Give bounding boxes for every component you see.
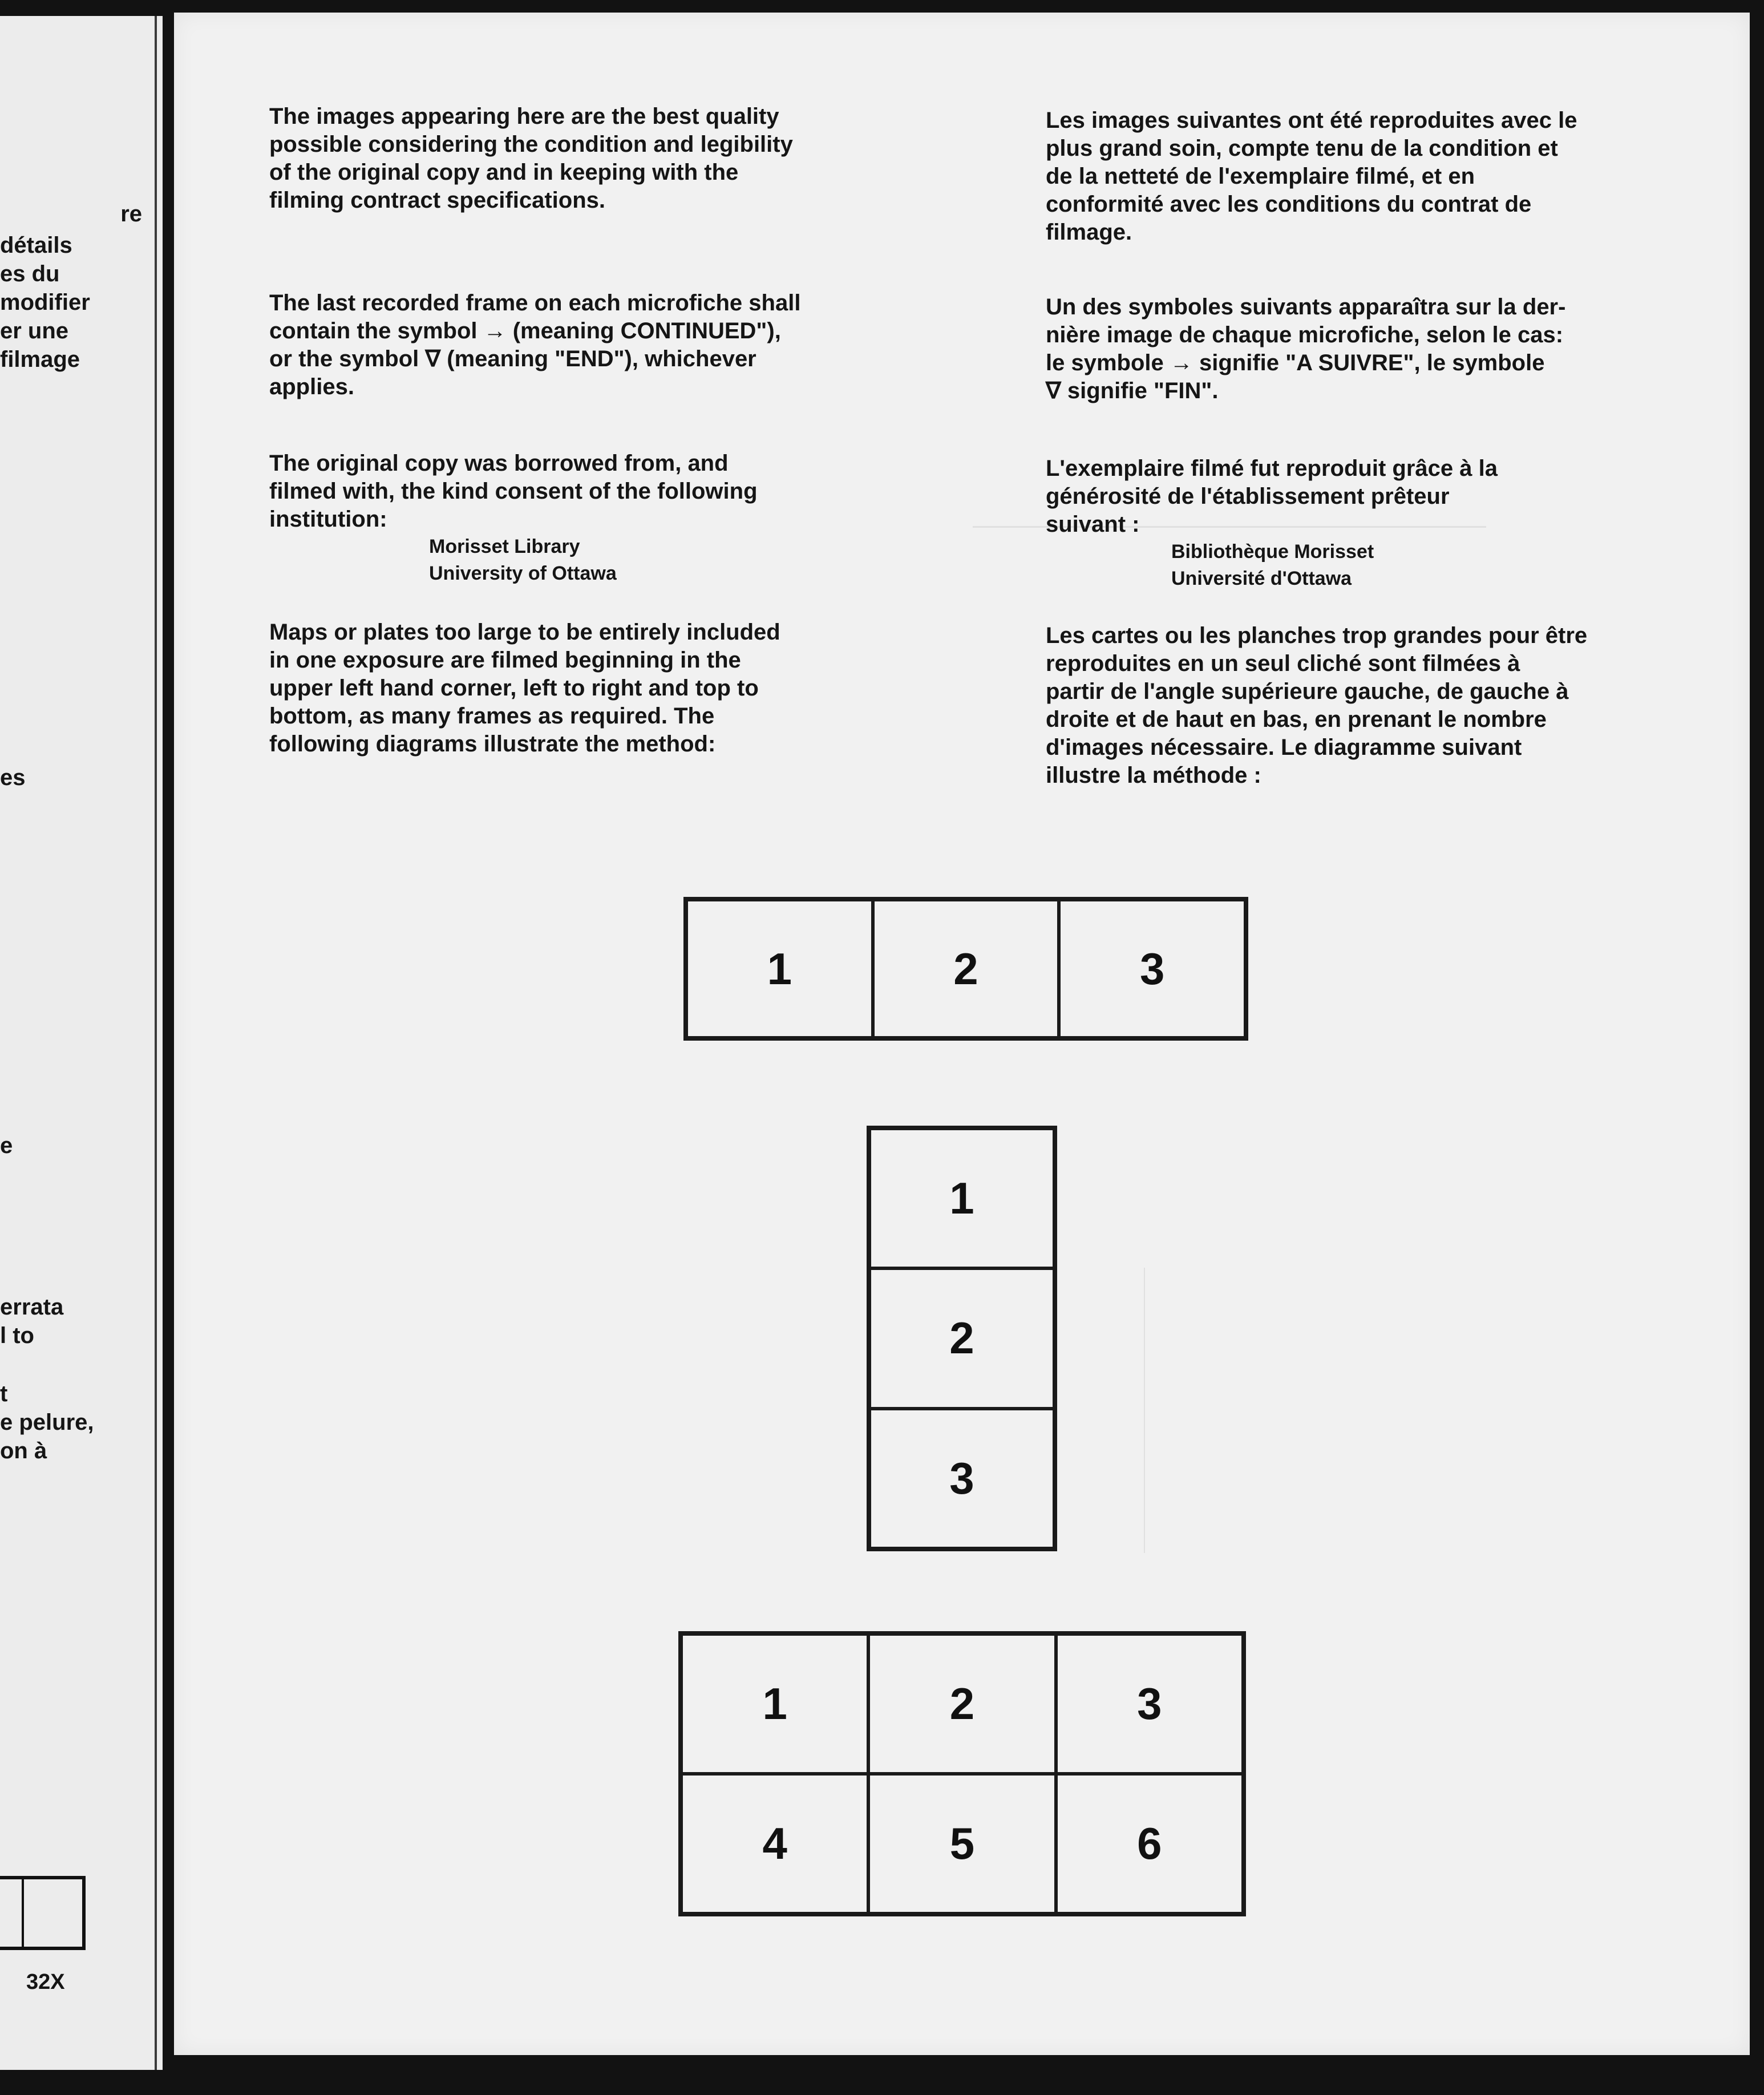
diagram-cell: 1 [681,1634,868,1774]
french-symbol-paragraph [1046,293,1736,405]
continued-arrow-icon: → [1170,350,1193,375]
ratio-box-divider [22,1879,24,1947]
fragment-line: re [120,201,142,227]
diagram-cell: 1 [869,1129,1054,1268]
film-scratch [1144,1268,1145,1553]
fragment-line: errata [0,1295,64,1320]
reduction-ratio-label: 32X [26,1970,65,1994]
main-page [174,13,1750,2055]
fragment-line: e [0,1133,13,1158]
left-facing-page [0,16,163,2070]
english-institution-paragraph: The original copy was borrowed from, and filmed with, the kind consent of the following institution: [269,451,758,532]
diagram-cell: 5 [868,1774,1055,1914]
fragment-line: e pelure, [0,1410,94,1435]
diagram-cell: 2 [873,900,1059,1038]
english-column [269,103,925,758]
diagram-cell: 2 [869,1268,1054,1408]
diagram-cell: 4 [681,1774,868,1914]
french-institution-paragraph: L'exemplaire filmé fut reproduit grâce à la générosité de l'établissement prêteur suivant : [1046,456,1498,537]
french-maps-paragraph: Les cartes ou les planches trop grandes pour être reproduites en un seul cliché sont filmées à partir de l'angle supérieure gauche, de gauche à droite et de haut en bas, en prenant le nombre d'images nécessaire. Le diagramme suivant illustre la méthode : [1046,623,1588,788]
diagram-cell: 3 [869,1409,1054,1548]
diagram-grid [678,1631,1246,1916]
end-triangle-icon: ∇ [1046,378,1061,403]
diagram-horizontal-strip [683,897,1248,1041]
fragment-line: modifier [0,290,90,315]
fragment-line: er une [0,318,69,343]
diagram-vertical-strip [867,1126,1057,1551]
reduction-ratio-box [0,1876,86,1950]
fragment-line: t [0,1381,8,1406]
fragment-line: détails [0,233,72,258]
english-symbol-text: (meaning CONTINUED"), or the symbol [269,318,781,371]
fragment-line: l to [0,1323,34,1348]
diagram-cell: 6 [1056,1774,1243,1914]
english-maps-paragraph: Maps or plates too large to be entirely included in one exposure are filmed beginning in the upper left hand corner, left to right and top to bottom, as many frames as required. The following diagrams illustrate the method: [269,620,780,757]
diagram-cell: 3 [1056,1634,1243,1774]
french-column [1046,107,1736,790]
french-institution-name: Bibliothèque Morisset Université d'Ottawa [1171,541,1374,589]
french-symbol-text: signifie "FIN". [1061,378,1219,403]
fragment-line: es du [0,261,60,286]
fragment-line: filmage [0,347,80,372]
french-symbol-text: signifie "A SUIVRE", le symbole [1199,350,1545,375]
english-symbol-paragraph [269,289,925,401]
english-institution-name: Morisset Library University of Ottawa [429,536,617,584]
french-symbol-text: Un des symboles suivants apparaîtra sur la der- nière image de chaque microfiche, selon le cas: le symbole [1046,294,1566,375]
continued-arrow-icon: → [483,318,507,343]
english-symbol-text: (meaning "END"), whichever applies. [269,346,756,399]
english-symbol-text: The last recorded frame on each microfiche shall contain the symbol [269,290,801,343]
english-quality-paragraph: The images appearing here are the best quality possible considering the condition and legibility of the original copy and in keeping with the filming contract specifications. [269,104,793,213]
fragment-line: on à [0,1438,47,1463]
end-triangle-icon: ∇ [425,346,441,371]
diagram-cell: 3 [1059,900,1245,1038]
fragment-line: es [0,765,26,790]
diagram-cell: 2 [868,1634,1055,1774]
page-edge-line [155,16,157,2070]
french-quality-paragraph: Les images suivantes ont été reproduites avec le plus grand soin, compte tenu de la condition et de la netteté de l'exemplaire filmé, et en conformité avec les conditions du contrat de filmage. [1046,108,1577,245]
diagram-cell: 1 [686,900,873,1038]
